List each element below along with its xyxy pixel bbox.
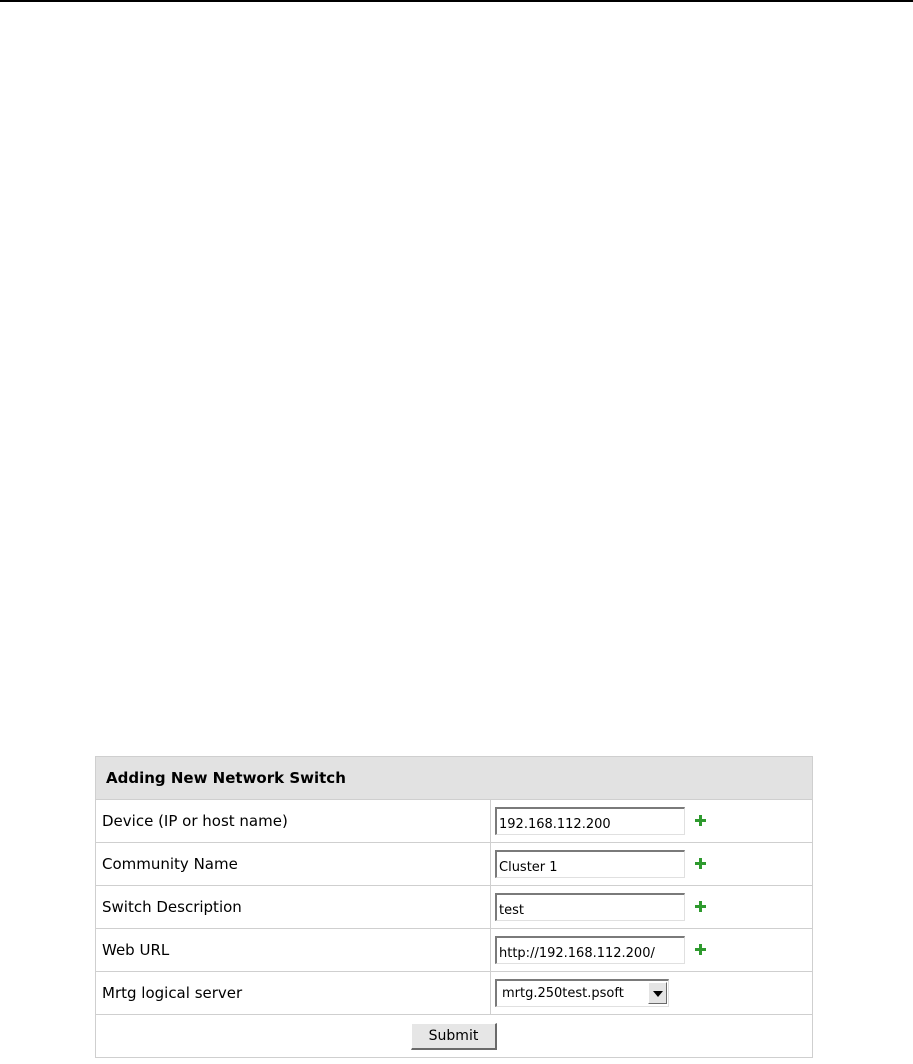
add-switch-form xyxy=(95,756,813,1058)
form-title: Adding New Network Switch xyxy=(96,757,813,800)
switch-description-input[interactable] xyxy=(495,893,685,921)
form-row-community xyxy=(96,843,813,886)
web-url-input[interactable] xyxy=(495,936,685,964)
web-url-label: Web URL xyxy=(96,929,491,972)
mrtg-server-label: Mrtg logical server xyxy=(96,972,491,1015)
submit-button[interactable]: Submit xyxy=(411,1023,497,1050)
top-divider xyxy=(0,0,913,2)
device-label: Device (IP or host name) xyxy=(96,800,491,843)
mrtg-server-select[interactable] xyxy=(495,979,669,1007)
device-input[interactable] xyxy=(495,807,685,835)
plus-icon[interactable] xyxy=(694,900,708,914)
form-row-description xyxy=(96,886,813,929)
community-name-input[interactable] xyxy=(495,850,685,878)
mrtg-server-selected-value: mrtg.250test.psoft xyxy=(502,986,624,1001)
dropdown-button[interactable] xyxy=(648,982,667,1004)
plus-icon[interactable] xyxy=(694,857,708,871)
form-row-submit xyxy=(96,1015,813,1058)
community-name-label: Community Name xyxy=(96,843,491,886)
switch-description-label: Switch Description xyxy=(96,886,491,929)
plus-icon[interactable] xyxy=(694,814,708,828)
form-row-device xyxy=(96,800,813,843)
chevron-down-icon xyxy=(653,991,663,997)
form-row-mrtg xyxy=(96,972,813,1015)
form-row-web-url xyxy=(96,929,813,972)
plus-icon[interactable] xyxy=(694,943,708,957)
